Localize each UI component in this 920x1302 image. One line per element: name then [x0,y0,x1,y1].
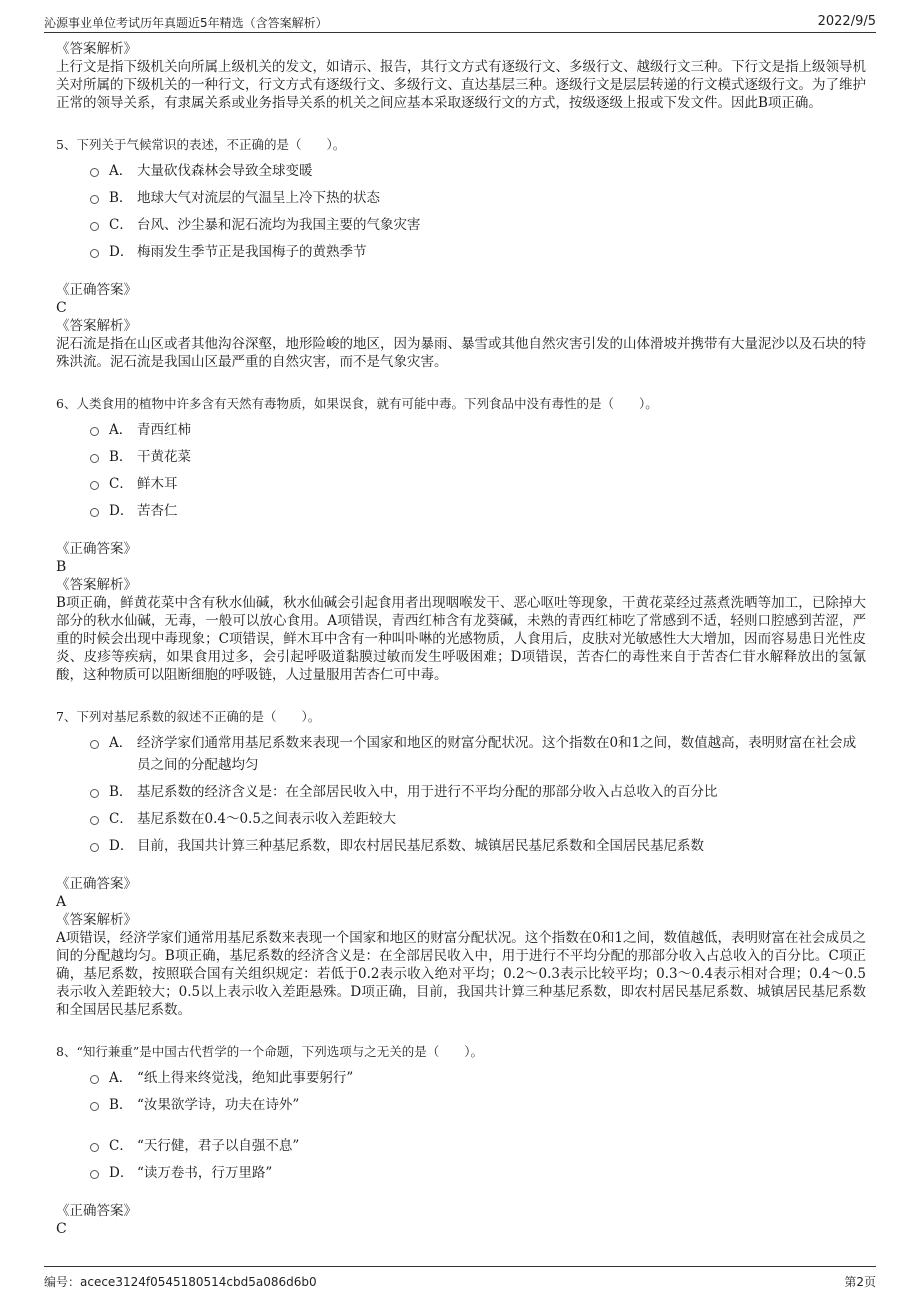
analysis-text: A项错误，经济学家们通常用基尼系数来表现一个国家和地区的财富分配状况。这个指数在0和1之间，数值越低，表明财富在社会成员之间的分配越均匀。B项正确，基尼系数的经济含义是：在全部居民收入中，用于进行不平均分配的那部分收入占总收入的百分比。C项正确，基尼系数，按照联合国有关组织规定：若低于0.2表示收入绝对平均；0.2～0.3表示比较平均；0.3～0.4表示相对合理；0.4～0.5表示收入差距较大；0.5以上表示收入差距悬殊。D项正确，目前，我国共计算三种基尼系数，即农村居民基尼系数、城镇居民基尼系数和全国居民基尼系数。 [56,930,866,1018]
answer-heading: 《正确答案》 [56,282,137,298]
option-a[interactable] [90,419,866,441]
radio-icon[interactable] [90,168,99,177]
radio-icon[interactable] [90,427,99,436]
radio-icon[interactable] [90,454,99,463]
correct-answer: B [56,559,67,575]
option-letter: D． [109,1165,134,1181]
analysis-text: 泥石流是指在山区或者其他沟谷深壑，地形险峻的地区，因为暴雨、暴雪或其他自然灾害引发的山体滑坡并携带有大量泥沙以及石块的特殊洪流。泥石流是我国山区最严重的自然灾害，而不是气象灾害。 [56,336,866,370]
answer-heading: 《正确答案》 [56,541,137,557]
option-list [90,1067,866,1184]
option-text: 基尼系数在0.4～0.5之间表示收入差距较大 [137,811,396,827]
analysis-heading: 《答案解析》 [56,912,137,928]
option-c[interactable] [90,808,866,830]
option-b[interactable] [90,1094,866,1116]
option-text: 苦杏仁 [137,503,178,519]
option-c[interactable] [90,1135,866,1157]
option-text: “天行健，君子以自强不息” [137,1138,300,1154]
option-text: 梅雨发生季节正是我国梅子的黄熟季节 [137,244,367,260]
question-title: 8、“知行兼重”是中国古代哲学的一个命题，下列选项与之无关的是（ ）。 [56,1044,483,1059]
option-letter: B． [109,784,133,800]
answer-heading: 《正确答案》 [56,876,137,892]
option-b[interactable] [90,781,866,803]
answer-block [56,540,866,684]
question-7 [56,708,866,1019]
option-text: 台风、沙尘暴和泥石流均为我国主要的气象灾害 [137,217,421,233]
option-d[interactable] [90,1162,866,1184]
radio-icon[interactable] [90,195,99,204]
correct-answer: A [56,894,67,910]
option-letter: B． [109,190,133,206]
option-b[interactable] [90,446,866,468]
option-letter: C． [109,1138,133,1154]
option-text: “读万卷书，行万里路” [137,1165,273,1181]
option-letter: A． [109,163,133,179]
document-date: 2022/9/5 [817,14,876,29]
option-b[interactable] [90,187,866,209]
correct-answer: C [56,1221,67,1237]
option-d[interactable] [90,500,866,522]
document-code: 编号：acece3124f0545180514cbd5a086d6b0 [44,1275,317,1289]
spacer [90,1121,866,1135]
page-header [44,12,876,33]
option-letter: D． [109,838,134,854]
option-letter: D． [109,244,134,260]
option-letter: C． [109,217,133,233]
option-text: 干黄花菜 [137,449,191,465]
option-letter: A． [109,1070,133,1086]
option-letter: B． [109,1097,133,1113]
option-letter: A． [109,422,133,438]
analysis-text: B项正确，鲜黄花菜中含有秋水仙碱，秋水仙碱会引起食用者出现咽喉发干、恶心呕吐等现象，干黄花菜经过蒸煮洗晒等加工，已除掉大部分的秋水仙碱，无毒，一般可以放心食用。A项错误，青西红柿含有龙葵碱，未熟的青西红柿吃了常感到不适，轻则口腔感到苦涩，严重的时候会出现中毒现象；C项错误，鲜木耳中含有一种叫卟啉的光感物质，人食用后，皮肤对光敏感性大大增加，因而容易患日光性皮炎、皮疹等疾病，如果食用过多，会引起呼吸道黏膜过敏而发生呼吸困难；D项错误，苦杏仁的毒性来自于苦杏仁苷水解释放出的氢氰酸，这种物质可以阻断细胞的呼吸链，人过量服用苦杏仁可中毒。 [56,595,866,683]
radio-icon[interactable] [90,1170,99,1179]
radio-icon[interactable] [90,843,99,852]
option-text: 青西红柿 [137,422,191,438]
option-list [90,732,866,857]
radio-icon[interactable] [90,1143,99,1152]
option-list [90,160,866,263]
intro-analysis-block [56,40,866,112]
radio-icon[interactable] [90,1102,99,1111]
answer-heading: 《正确答案》 [56,1203,137,1219]
question-title: 6、人类食用的植物中许多含有天然有毒物质，如果误食，就有可能中毒。下列食品中没有毒性的是（ ）。 [56,396,658,411]
option-text: 经济学家们通常用基尼系数来表现一个国家和地区的财富分配状况。这个指数在0和1之间，数值越高，表明财富在社会成员之间的分配越均匀 [137,735,857,773]
answer-block [56,1202,866,1238]
option-d[interactable] [90,241,866,263]
analysis-heading: 《答案解析》 [56,318,137,334]
option-letter: B． [109,449,133,465]
radio-icon[interactable] [90,508,99,517]
option-list [90,419,866,522]
option-a[interactable] [90,732,866,776]
analysis-text: 上行文是指下级机关向所属上级机关的发文，如请示、报告，其行文方式有逐级行文、多级行文、越级行文三种。下行文是指上级领导机关对所属的下级机关的一种行文，行文方式有逐级行文、多级行文、直达基层三种。逐级行文是层层转递的行文模式逐级行文。为了维护正常的领导关系，有隶属关系或业务指导关系的机关之间应基本采取逐级行文的方式，按级逐级上报或下发文件。因此B项正确。 [56,59,866,111]
document-title: 沁源事业单位考试历年真题近5年精选（含答案解析） [44,16,328,30]
radio-icon[interactable] [90,1075,99,1084]
radio-icon[interactable] [90,789,99,798]
option-c[interactable] [90,214,866,236]
option-text: 目前，我国共计算三种基尼系数，即农村居民基尼系数、城镇居民基尼系数和全国居民基尼系数 [137,838,704,854]
question-title: 7、下列对基尼系数的叙述不正确的是（ ）。 [56,709,321,724]
radio-icon[interactable] [90,481,99,490]
analysis-heading: 《答案解析》 [56,577,137,593]
option-text: “汝果欲学诗，功夫在诗外” [137,1097,300,1113]
option-a[interactable] [90,160,866,182]
option-letter: D． [109,503,134,519]
question-5 [56,136,866,371]
question-title: 5、下列关于气候常识的表述，不正确的是（ ）。 [56,137,346,152]
answer-block [56,875,866,1019]
option-a[interactable] [90,1067,866,1089]
document-body [56,40,866,1238]
answer-block [56,281,866,371]
option-text: 基尼系数的经济含义是：在全部居民收入中，用于进行不平均分配的那部分收入占总收入的百分比 [137,784,718,800]
question-6 [56,395,866,684]
option-letter: A． [109,735,133,751]
option-text: “纸上得来终觉浅，绝知此事要躬行” [137,1070,354,1086]
option-letter: C． [109,476,133,492]
analysis-heading: 《答案解析》 [56,41,137,57]
correct-answer: C [56,300,67,316]
option-letter: C． [109,811,133,827]
radio-icon[interactable] [90,816,99,825]
option-d[interactable] [90,835,866,857]
radio-icon[interactable] [90,740,99,749]
radio-icon[interactable] [90,222,99,231]
page-number: 第2页 [844,1275,876,1289]
option-text: 地球大气对流层的气温呈上冷下热的状态 [137,190,380,206]
option-text: 大量砍伐森林会导致全球变暖 [137,163,313,179]
radio-icon[interactable] [90,249,99,258]
option-c[interactable] [90,473,866,495]
question-8 [56,1043,866,1238]
option-text: 鲜木耳 [137,476,178,492]
page-footer [44,1266,876,1293]
